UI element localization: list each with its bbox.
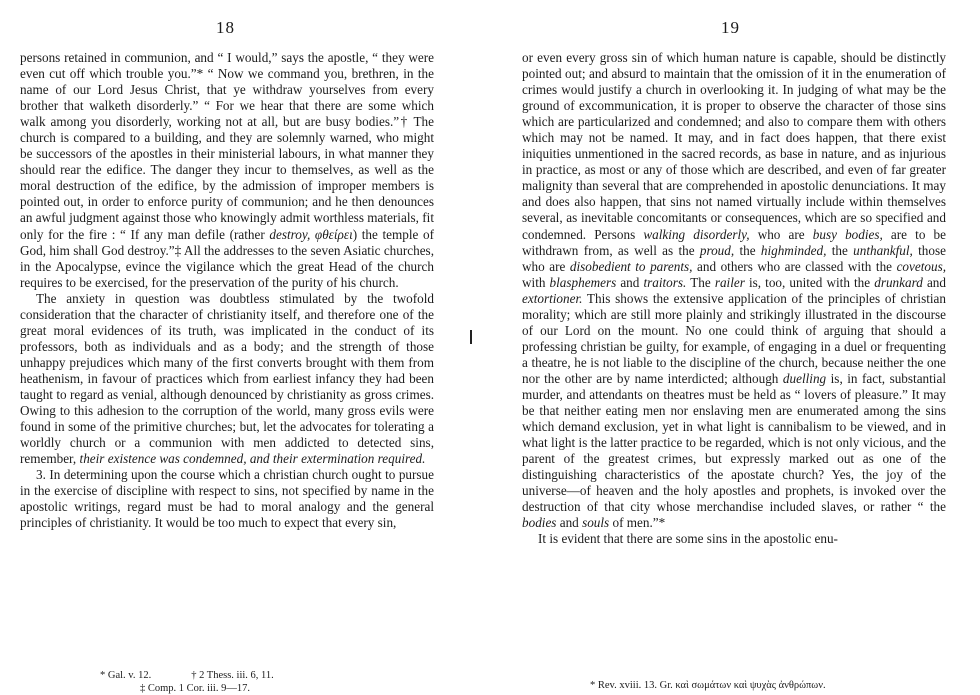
gutter-mark: [470, 330, 472, 344]
left-paragraph-3: 3. In determining upon the course which a christian church ought to pursue in the exercise of discipline with respect to sins, not specified by name in the apostolic writings, regard must be had to moral analogy and the general principles of christianity. It would be too much to expect that every sin,: [20, 467, 434, 531]
right-paragraph-1: or even every gross sin of which human nature is capable, should be distinctly pointed out; and absurd to maintain that the omission of it in the enumeration of crimes would justify a church in overlooking it. In judging of what may be the ground of excommunication, it is proper to observe the character of those sins which are particularized and condemned; and also to compare them with others which may not be named. It may, and in fact does happen, that there exist iniquities unmentioned in the sacred records, as base in nature, and as injurious in practice, as most or any of those which are described, and even of far greater malignity than several that are comprehended in apostolic denunciations. It may and does also happen, that sins not named virtually include within themselves several, as inevitable concomitants or consequences, which are so specified and condemned. Persons walking disorderly, who are busy bodies, are to be withdrawn from, as well as the proud, the highminded, the unthankful, those who are disobedient to parents, and others who are classed with the covetous, with blasphemers and traitors. The railer is, too, united with the drunkard and extortioner. This shows the extensive application of the principles of christian morality; which are still more plainly and strikingly illustrated in the discourse of our Lord on the mount. No one could think of arguing that should a professing christian be guilty, for example, of engaging in a duel or frequenting a theatre, he is not liable to the discipline of the church, because neither the one nor the other are by name interdicted; although duelling is, in fact, substantial murder, and attendants on theatres must be held as “ lovers of pleasure.” It may be that neither eating men nor enslaving men are enumerated among the sins which demand exclusion, yet in what light is cannibalism to be viewed, and in what light is the latter practice to be regarded, which is not only vicious, and the parent of the greatest crimes, but expressly marked out as one of the distinguishing characteristics of the apostate church? Yes, the joy of the universe—of heaven and the holy apostles and prophets, is invoked over the destruction of that city whose merchandise included slaves, or rather “ the bodies and souls of men.”*: [522, 50, 947, 531]
left-paragraph-1: persons retained in communion, and “ I would,” says the apostle, “ they were even cut off which trouble you.”* “ Now we command you, brethren, in the name of our Lord Jesus Christ, that ye withdraw yourselves from every brother that walketh disorderly.” “ For we hear that there are some which walk among you disorderly, working not at all, but are busy bodies.”† The church is compared to a building, and they are solemnly warned, who might be successors of the apostles in their ministerial labours, in what manner they should rear the edifice. The danger they incur to themselves, as well as the moral destruction of the edifice, by the admission of improper members is pointed out, in order to enforce purity of communion; and he then denounces an awful judgment against those who knowingly admit worthless materials, fit only for the fire : “ If any man defile (rather destroy, φθείρει) the temple of God, him shall God destroy.”‡ All the addresses to the seven Asiatic churches, in the Apocalypse, evince the vigilance which the great Head of the church requires to be exercised, for the preservation of the purity of his church.: [20, 50, 434, 290]
page-number-left: 18: [216, 18, 235, 37]
page-number-right: 19: [721, 18, 740, 37]
right-page-body: [522, 50, 946, 547]
right-paragraph-2: It is evident that there are some sins in the apostolic enu-: [538, 531, 838, 547]
left-page-body: [20, 50, 434, 531]
left-footnote-line-2: ‡ Comp. 1 Cor. iii. 9—17.: [140, 683, 250, 694]
left-paragraph-2: The anxiety in question was doubtless stimulated by the twofold consideration that the character of christianity itself, and therefore one of the great moral evidences of its truth, was implicated in the conduct of its professors, both as individuals and as a body; and the strength of those unhappy prejudices which many of the first converts brought with them from heathenism, in favour of practices which from earliest infancy they had been taught to regard as venial, although denounced by christianity as gross crimes. Owing to this adhesion to the corruption of the world, many gross evils were found in some of the primitive churches; but, let the advocates for tolerating a worldly church or a communion with men addicted to detected sins, remember, their existence was condemned, and their extermination required.: [20, 290, 434, 467]
left-footnotes-line-1: * Gal. v. 12. † 2 Thess. iii. 6, 11.: [100, 670, 274, 681]
right-footnote: * Rev. xviii. 13. Gr. καὶ σωμάτων καὶ ψυχὰς ἀνθρώπων.: [590, 680, 826, 691]
right-page: [490, 0, 980, 695]
